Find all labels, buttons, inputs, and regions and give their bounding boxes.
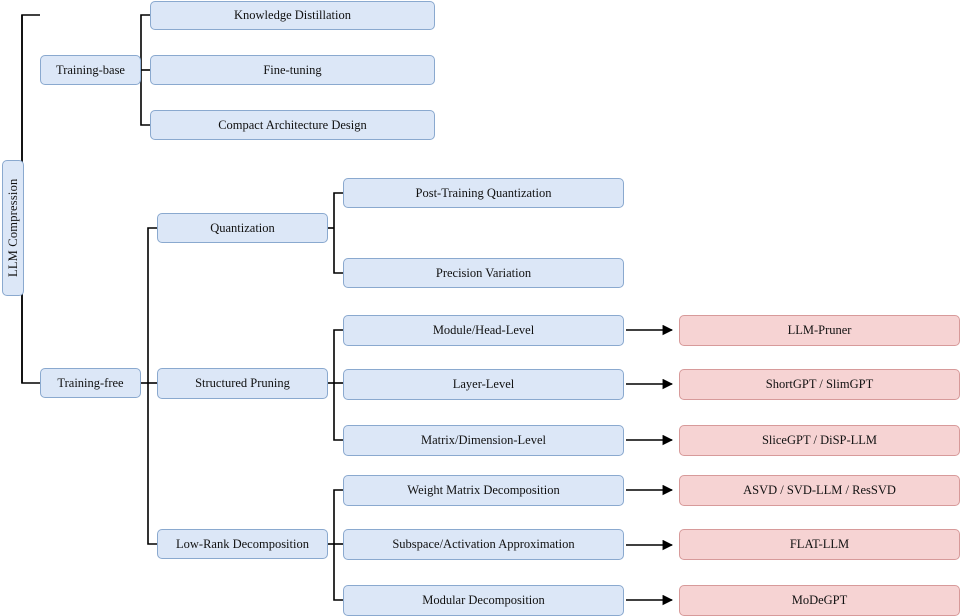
node-label: Training-base	[56, 62, 125, 77]
node-subspace-activation-approximation[interactable]	[343, 529, 624, 560]
node-label: Layer-Level	[452, 377, 515, 392]
node-flat-llm[interactable]	[679, 529, 960, 560]
node-slicegpt-disp-llm[interactable]	[679, 425, 960, 456]
node-llm-pruner[interactable]	[679, 315, 960, 346]
node-label: Structured Pruning	[195, 376, 290, 391]
node-structured-pruning[interactable]	[157, 368, 328, 399]
node-training-base[interactable]	[40, 55, 141, 85]
node-weight-matrix-decomposition[interactable]	[343, 475, 624, 506]
node-label: Quantization	[210, 220, 275, 235]
node-post-training-quantization[interactable]	[343, 178, 624, 208]
node-module-head-level[interactable]	[343, 315, 624, 346]
node-label: Compact Architecture Design	[218, 117, 367, 132]
node-label: Subspace/Activation Approximation	[392, 537, 575, 552]
node-label: Post-Training Quantization	[415, 185, 552, 200]
node-shortgpt-slimgpt[interactable]	[679, 369, 960, 400]
node-label: ShortGPT / SlimGPT	[765, 377, 874, 392]
node-label: Weight Matrix Decomposition	[407, 483, 560, 498]
node-label: LLM-Pruner	[787, 323, 852, 338]
node-label: MoDeGPT	[791, 593, 848, 608]
node-label: ASVD / SVD-LLM / ResSVD	[743, 483, 896, 498]
node-precision-variation[interactable]	[343, 258, 624, 288]
node-fine-tuning[interactable]	[150, 55, 435, 85]
node-asvd-svdllm-ressvd[interactable]	[679, 475, 960, 506]
node-label: Knowledge Distillation	[234, 8, 351, 23]
node-label: Module/Head-Level	[432, 323, 535, 338]
node-label: Fine-tuning	[263, 62, 322, 77]
node-modular-decomposition[interactable]	[343, 585, 624, 616]
node-root-llm-compression[interactable]	[2, 160, 24, 296]
node-quantization[interactable]	[157, 213, 328, 243]
node-label: Modular Decomposition	[422, 593, 545, 608]
node-knowledge-distillation[interactable]	[150, 1, 435, 30]
node-compact-architecture-design[interactable]	[150, 110, 435, 140]
node-low-rank-decomposition[interactable]	[157, 529, 328, 559]
node-label: Matrix/Dimension-Level	[421, 433, 546, 448]
node-label: LLM Compression	[5, 178, 20, 278]
node-label: Low-Rank Decomposition	[176, 536, 309, 551]
node-label: FLAT-LLM	[789, 537, 850, 552]
node-matrix-dimension-level[interactable]	[343, 425, 624, 456]
node-training-free[interactable]	[40, 368, 141, 398]
node-label: Training-free	[57, 375, 124, 390]
node-label: SliceGPT / DiSP-LLM	[761, 433, 878, 448]
node-label: Precision Variation	[435, 265, 532, 280]
node-layer-level[interactable]	[343, 369, 624, 400]
node-modegpt[interactable]	[679, 585, 960, 616]
